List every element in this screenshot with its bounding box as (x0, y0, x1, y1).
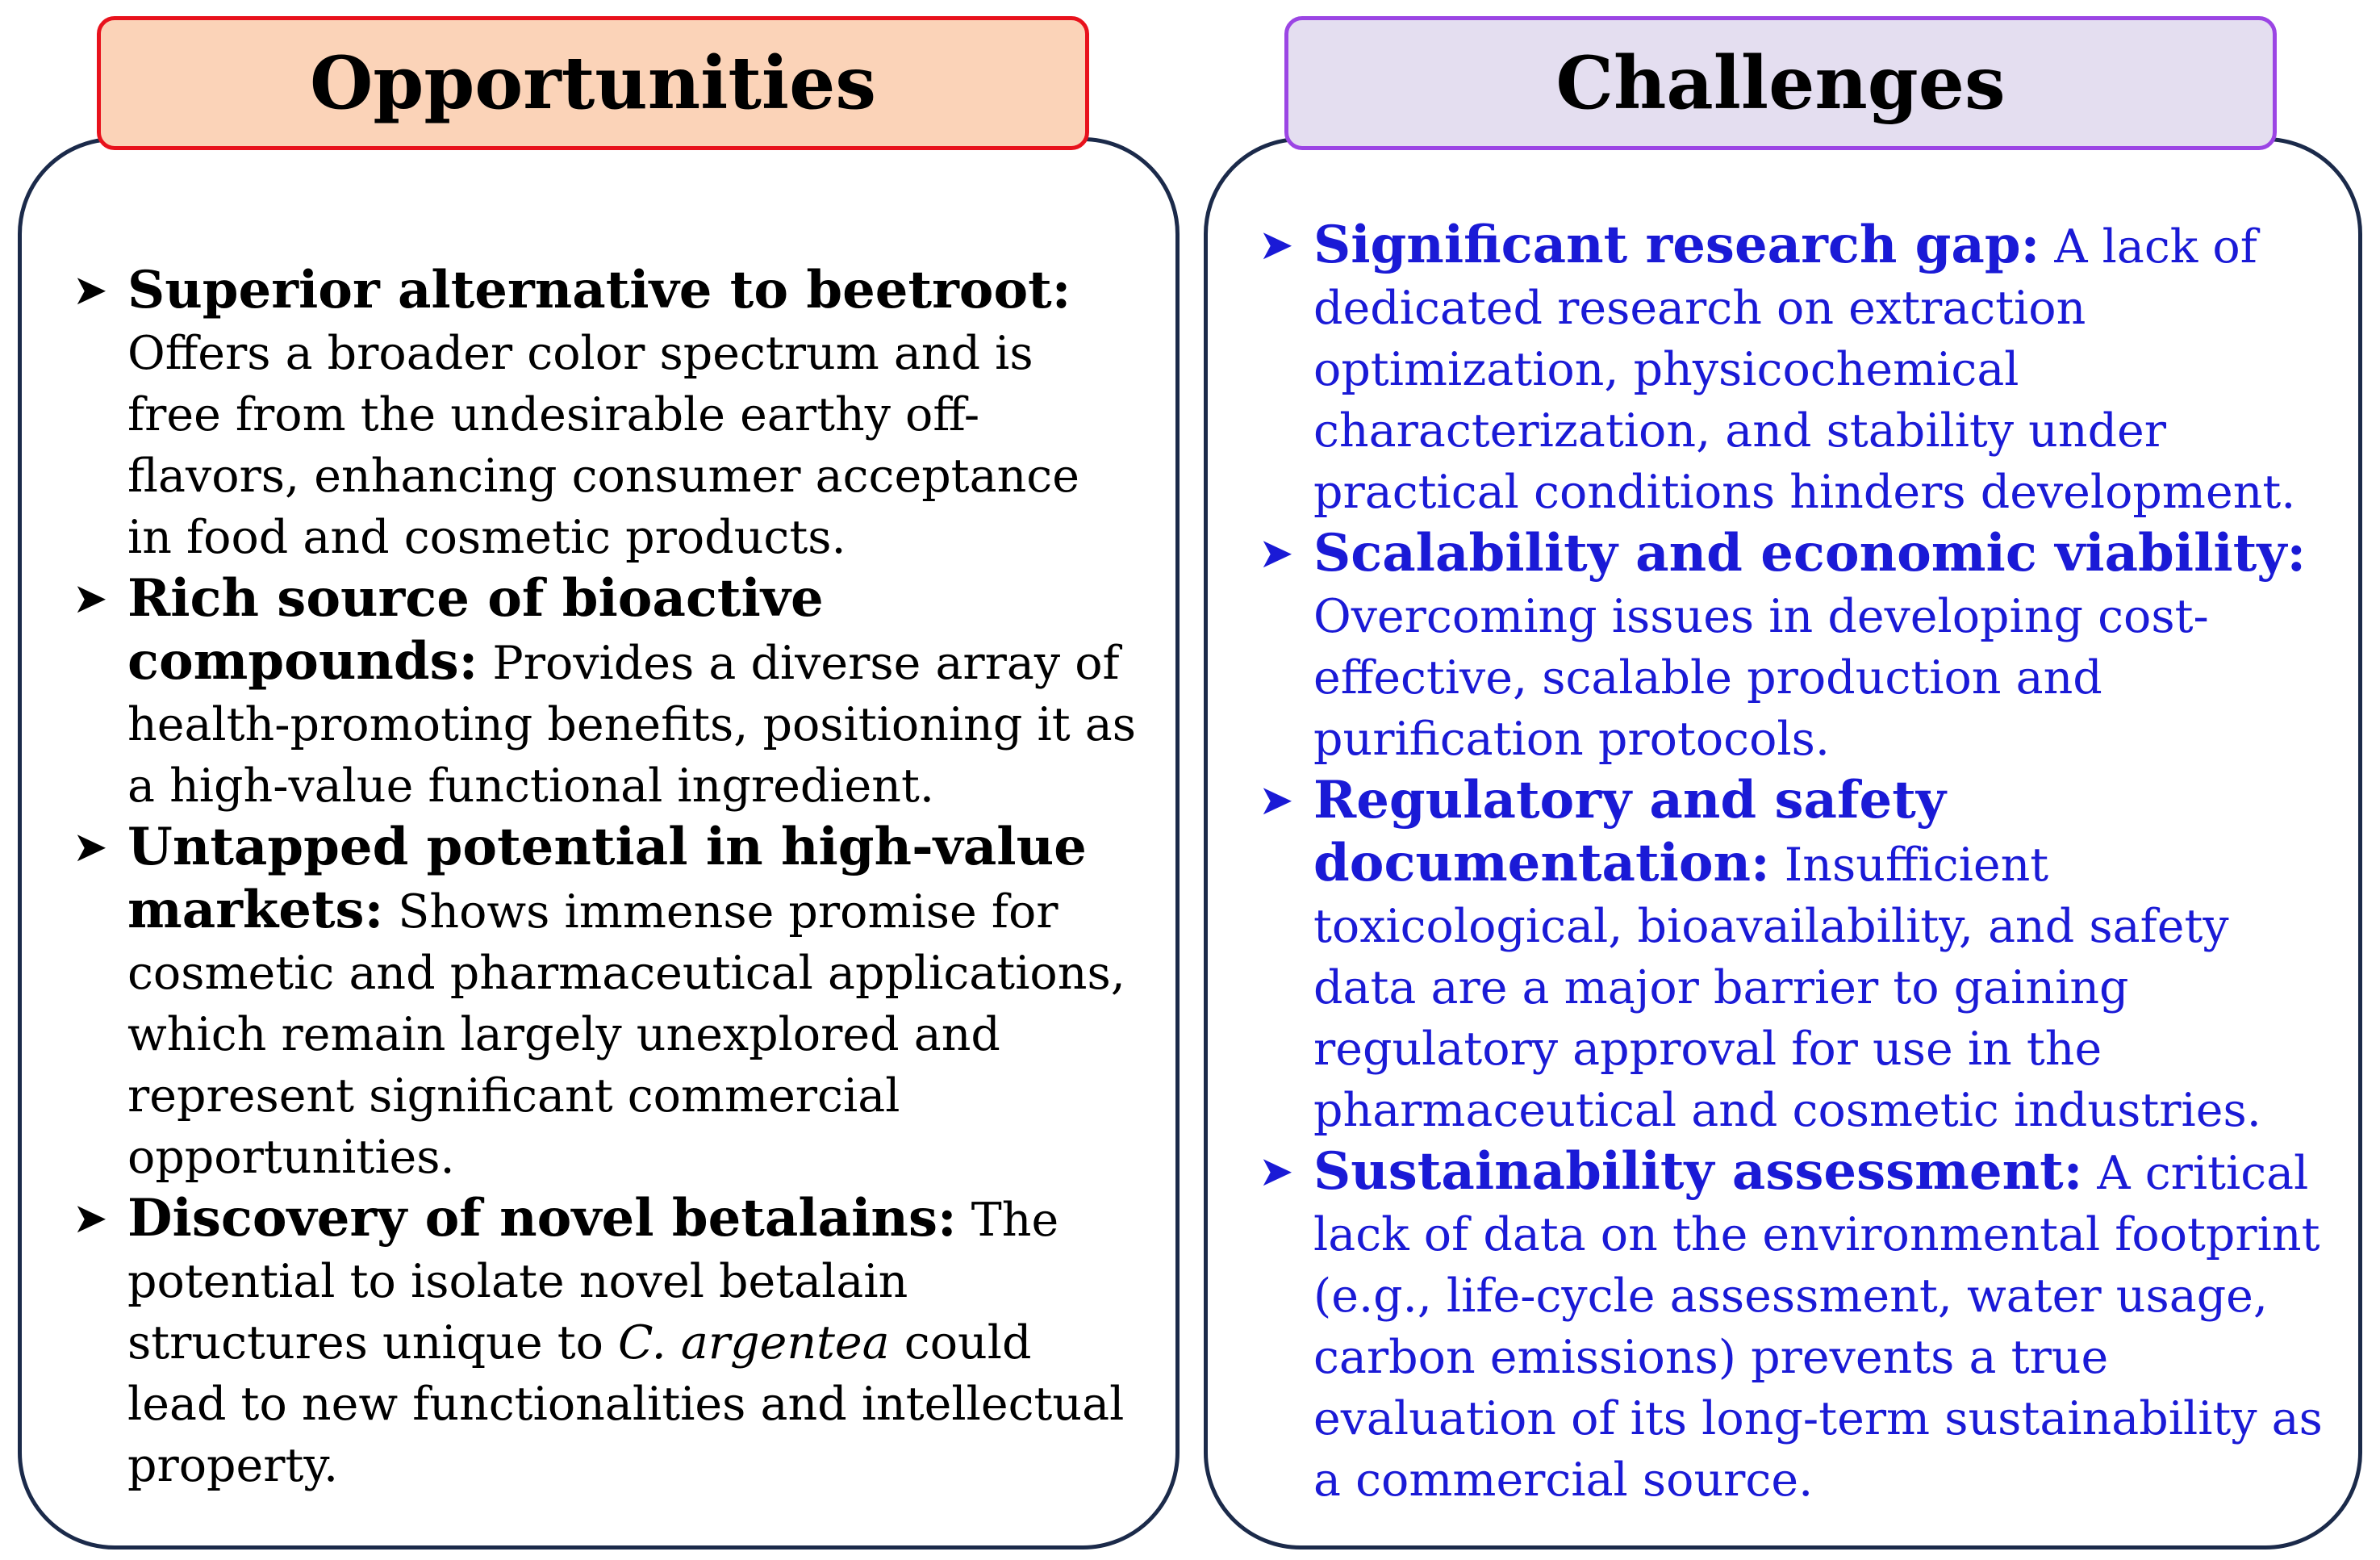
item-text: Insufficient toxicological, bioavailability, and safety data are a major barrier to gaining regulatory approval for use in the pharmaceutical and cosmetic industries. (1313, 839, 2261, 1137)
opportunities-list (73, 260, 1138, 1496)
item-text: The potential to isolate novel betalain structures unique to (127, 1194, 1059, 1370)
item-term: Regulatory and safety documentation: (1313, 770, 1946, 893)
challenge-item (1259, 523, 2332, 770)
item-text: A critical lack of data on the environmental footprint (e.g., life-cycle assessment, water usage, carbon emissions) prevents a true evaluation of its long-term sustainability as a commercial source. (1313, 1147, 2323, 1507)
opportunity-item (73, 260, 1138, 568)
item-term: Rich source of bioactive compounds: (127, 568, 824, 692)
challenges-title: Challenges (1284, 16, 2277, 150)
item-text: Provides a diverse array of health-promoting benefits, positioning it as a high-value functional ingredient. (127, 637, 1136, 813)
item-text: could lead to new functionalities and intellectual property. (127, 1316, 1125, 1492)
challenges-list (1259, 215, 2332, 1511)
challenge-item (1259, 215, 2332, 523)
arrowhead-bullet-icon: ➤ (1259, 221, 1294, 270)
item-term: Untapped potential in high-value markets: (127, 817, 1087, 940)
item-term: Discovery of novel betalains: (127, 1188, 957, 1248)
item-term: Significant research gap: (1313, 215, 2040, 275)
arrowhead-bullet-icon: ➤ (1259, 776, 1294, 825)
arrowhead-bullet-icon: ➤ (73, 266, 108, 315)
item-text: Shows immense promise for cosmetic and pharmaceutical applications, which remain largely unexplored and represent significant commercial opportunities. (127, 885, 1125, 1184)
arrowhead-bullet-icon: ➤ (1259, 529, 1294, 578)
arrowhead-bullet-icon: ➤ (73, 575, 108, 623)
opportunity-item (73, 817, 1138, 1188)
item-term: Superior alternative to beetroot: (127, 260, 1071, 320)
item-term: Scalability and economic viability: (1313, 523, 2307, 583)
item-text: A lack of dedicated research on extraction optimization, physicochemical characterization, and stability under practical conditions hinders development. (1313, 220, 2296, 519)
item-text: Offers a broader color spectrum and is free from the undesirable earthy off-flavors, enhancing consumer acceptance in food and cosmetic products. (127, 327, 1079, 564)
challenge-item (1259, 770, 2332, 1141)
opportunity-item (73, 1188, 1138, 1496)
arrowhead-bullet-icon: ➤ (73, 1194, 108, 1243)
arrowhead-bullet-icon: ➤ (73, 823, 108, 872)
arrowhead-bullet-icon: ➤ (1259, 1148, 1294, 1196)
item-text: Overcoming issues in developing cost-effective, scalable production and purification protocols. (1313, 590, 2209, 766)
opportunities-title: Opportunities (97, 16, 1089, 150)
opportunity-item (73, 568, 1138, 817)
species-name: C. argentea (618, 1316, 890, 1370)
challenge-item (1259, 1141, 2332, 1511)
item-term: Sustainability assessment: (1313, 1141, 2083, 1202)
